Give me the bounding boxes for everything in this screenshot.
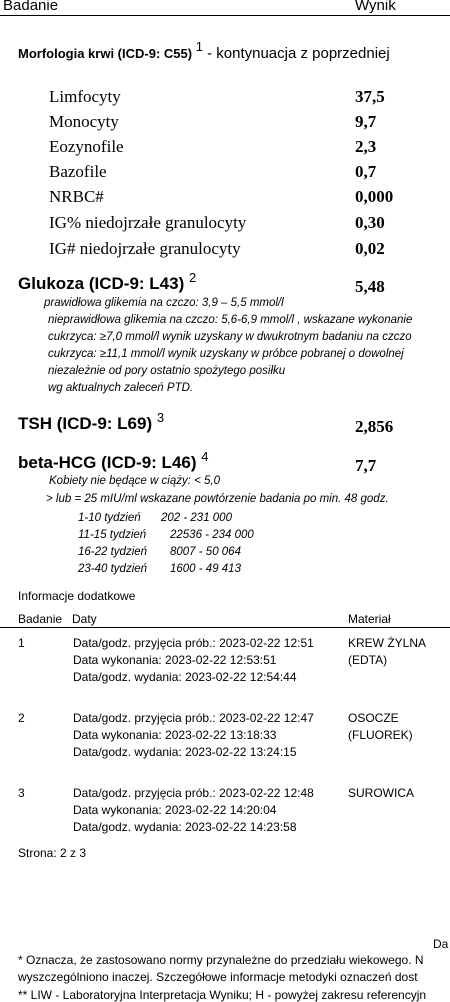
tsh-section-title: [18, 410, 165, 434]
glucose-note: prawidłowa glikemia na czczo: 3,9 – 5,5 mmol/l: [44, 297, 284, 309]
info-row-date: Data/godz. przyjęcia prób.: 2023-02-22 12:48: [73, 786, 314, 800]
bhcg-title: beta-HCG (ICD-9: L46): [18, 453, 197, 472]
glucose-note: cukrzyca: ≥7,0 mmol/l wynik uzyskany w dwukrotnym badaniu na czczo: [48, 331, 412, 343]
result-value: 0,30: [355, 213, 385, 232]
info-row-date: Data wykonania: 2023-02-22 13:18:33: [73, 728, 277, 742]
info-row-material: OSOCZE: [348, 711, 399, 725]
bhcg-section-title: [18, 449, 209, 473]
tsh-value: 2,856: [355, 417, 394, 436]
info-row-material: SUROWICA: [348, 786, 414, 800]
result-label: Bazofile: [49, 162, 107, 181]
result-value: 0,02: [355, 239, 385, 258]
bhcg-week-label: 11-15 tydzień: [78, 529, 147, 541]
glucose-note: wg aktualnych zaleceń PTD.: [48, 382, 194, 394]
glucose-section-title: [18, 270, 197, 294]
result-label: Eozynofile: [49, 137, 124, 156]
bhcg-week-range: 1600 - 49 413: [170, 563, 241, 575]
result-label: IG% niedojrzałe granulocyty: [49, 213, 247, 232]
result-label: Monocyty: [49, 112, 119, 131]
result-value: 9,7: [355, 112, 377, 131]
footnote-marker: 3: [156, 410, 165, 425]
info-row-date: Data/godz. wydania: 2023-02-22 12:54:44: [73, 670, 297, 684]
bhcg-value: 7,7: [355, 456, 377, 475]
bhcg-note: > lub = 25 mIU/ml wskazane powtórzenie badania po min. 48 godz.: [46, 493, 389, 505]
bhcg-note: Kobiety nie będące w ciąży: < 5,0: [49, 475, 221, 487]
result-value: 2,3: [355, 137, 377, 156]
footnote-marker: 1: [195, 39, 203, 54]
glucose-note: nieprawidłowa glikemia na czczo: 5,6-6,9 mmol/l , wskazane wykonanie: [48, 314, 413, 326]
footnote-marker: 4: [201, 449, 209, 464]
bhcg-week-label: 23-40 tydzień: [78, 563, 148, 575]
footer-line: wyszczególniono inaczej. Szczegółowe informacje metodyki oznaczeń dost: [18, 970, 418, 984]
morphology-section-title: [18, 39, 390, 62]
info-row-date: Data wykonania: 2023-02-22 12:53:51: [73, 653, 277, 667]
result-value: 0,000: [355, 187, 394, 206]
info-row-date: Data/godz. przyjęcia prób.: 2023-02-22 12:47: [73, 711, 314, 725]
continuation-note: - kontynuacja z poprzedniej: [202, 45, 390, 62]
footer-line: * Oznacza, że zastosowano normy przynależne do przedziału wiekowego. N: [18, 953, 424, 967]
info-header-divider: [0, 627, 450, 628]
info-row-material: (FLUOREK): [348, 728, 413, 742]
header-divider: [0, 15, 450, 16]
info-header-test: Badanie: [18, 612, 63, 626]
info-row-date: Data/godz. wydania: 2023-02-22 13:24:15: [73, 745, 297, 759]
bhcg-week-range: 8007 - 50 064: [170, 546, 241, 558]
info-row-date: Data/godz. wydania: 2023-02-22 14:23:58: [73, 820, 297, 834]
bhcg-week-label: 1-10 tydzień: [78, 512, 141, 524]
info-row-material: KREW ŻYLNA: [348, 636, 427, 650]
glucose-note: niezależnie od pory ostatnio spożytego posiłku: [48, 365, 286, 377]
result-label: IG# niedojrzałe granulocyty: [49, 239, 241, 258]
info-header-material: Materiał: [348, 612, 391, 626]
info-title: Informacje dodatkowe: [18, 589, 136, 603]
info-row-number: 3: [18, 786, 25, 800]
bhcg-week-range: 22536 - 234 000: [170, 529, 254, 541]
info-row-material: (EDTA): [348, 653, 388, 667]
info-row-number: 2: [18, 711, 25, 725]
footer-line: ** LIW - Laboratoryjna Interpretacja Wyniku; H - powyżej zakresu referencyjn: [18, 988, 427, 1002]
result-label: NRBC#: [49, 187, 104, 206]
info-row-date: Data wykonania: 2023-02-22 14:20:04: [73, 803, 277, 817]
info-row-number: 1: [18, 636, 25, 650]
result-value: 37,5: [355, 87, 385, 106]
result-value: 0,7: [355, 162, 377, 181]
bhcg-week-range: 202 - 231 000: [161, 512, 232, 524]
page-number: Strona: 2 z 3: [18, 846, 87, 860]
footnote-marker: 2: [188, 270, 197, 285]
footer-right-label: Da: [433, 937, 449, 951]
glucose-value: 5,48: [355, 277, 385, 296]
bhcg-week-label: 16-22 tydzień: [78, 546, 148, 558]
glucose-title: Glukoza (ICD-9: L43): [18, 274, 185, 293]
result-label: Limfocyty: [49, 87, 121, 106]
morphology-title: Morfologia krwi (ICD-9: C55): [18, 46, 193, 61]
column-header-result: Wynik: [355, 0, 396, 14]
tsh-title: TSH (ICD-9: L69): [18, 414, 153, 433]
column-header-test: Badanie: [3, 0, 59, 14]
info-row-date: Data/godz. przyjęcia prób.: 2023-02-22 12:51: [73, 636, 314, 650]
info-header-dates: Daty: [72, 612, 97, 626]
glucose-note: cukrzyca: ≥11,1 mmol/l wynik uzyskany w próbce pobranej o dowolnej: [48, 348, 404, 360]
